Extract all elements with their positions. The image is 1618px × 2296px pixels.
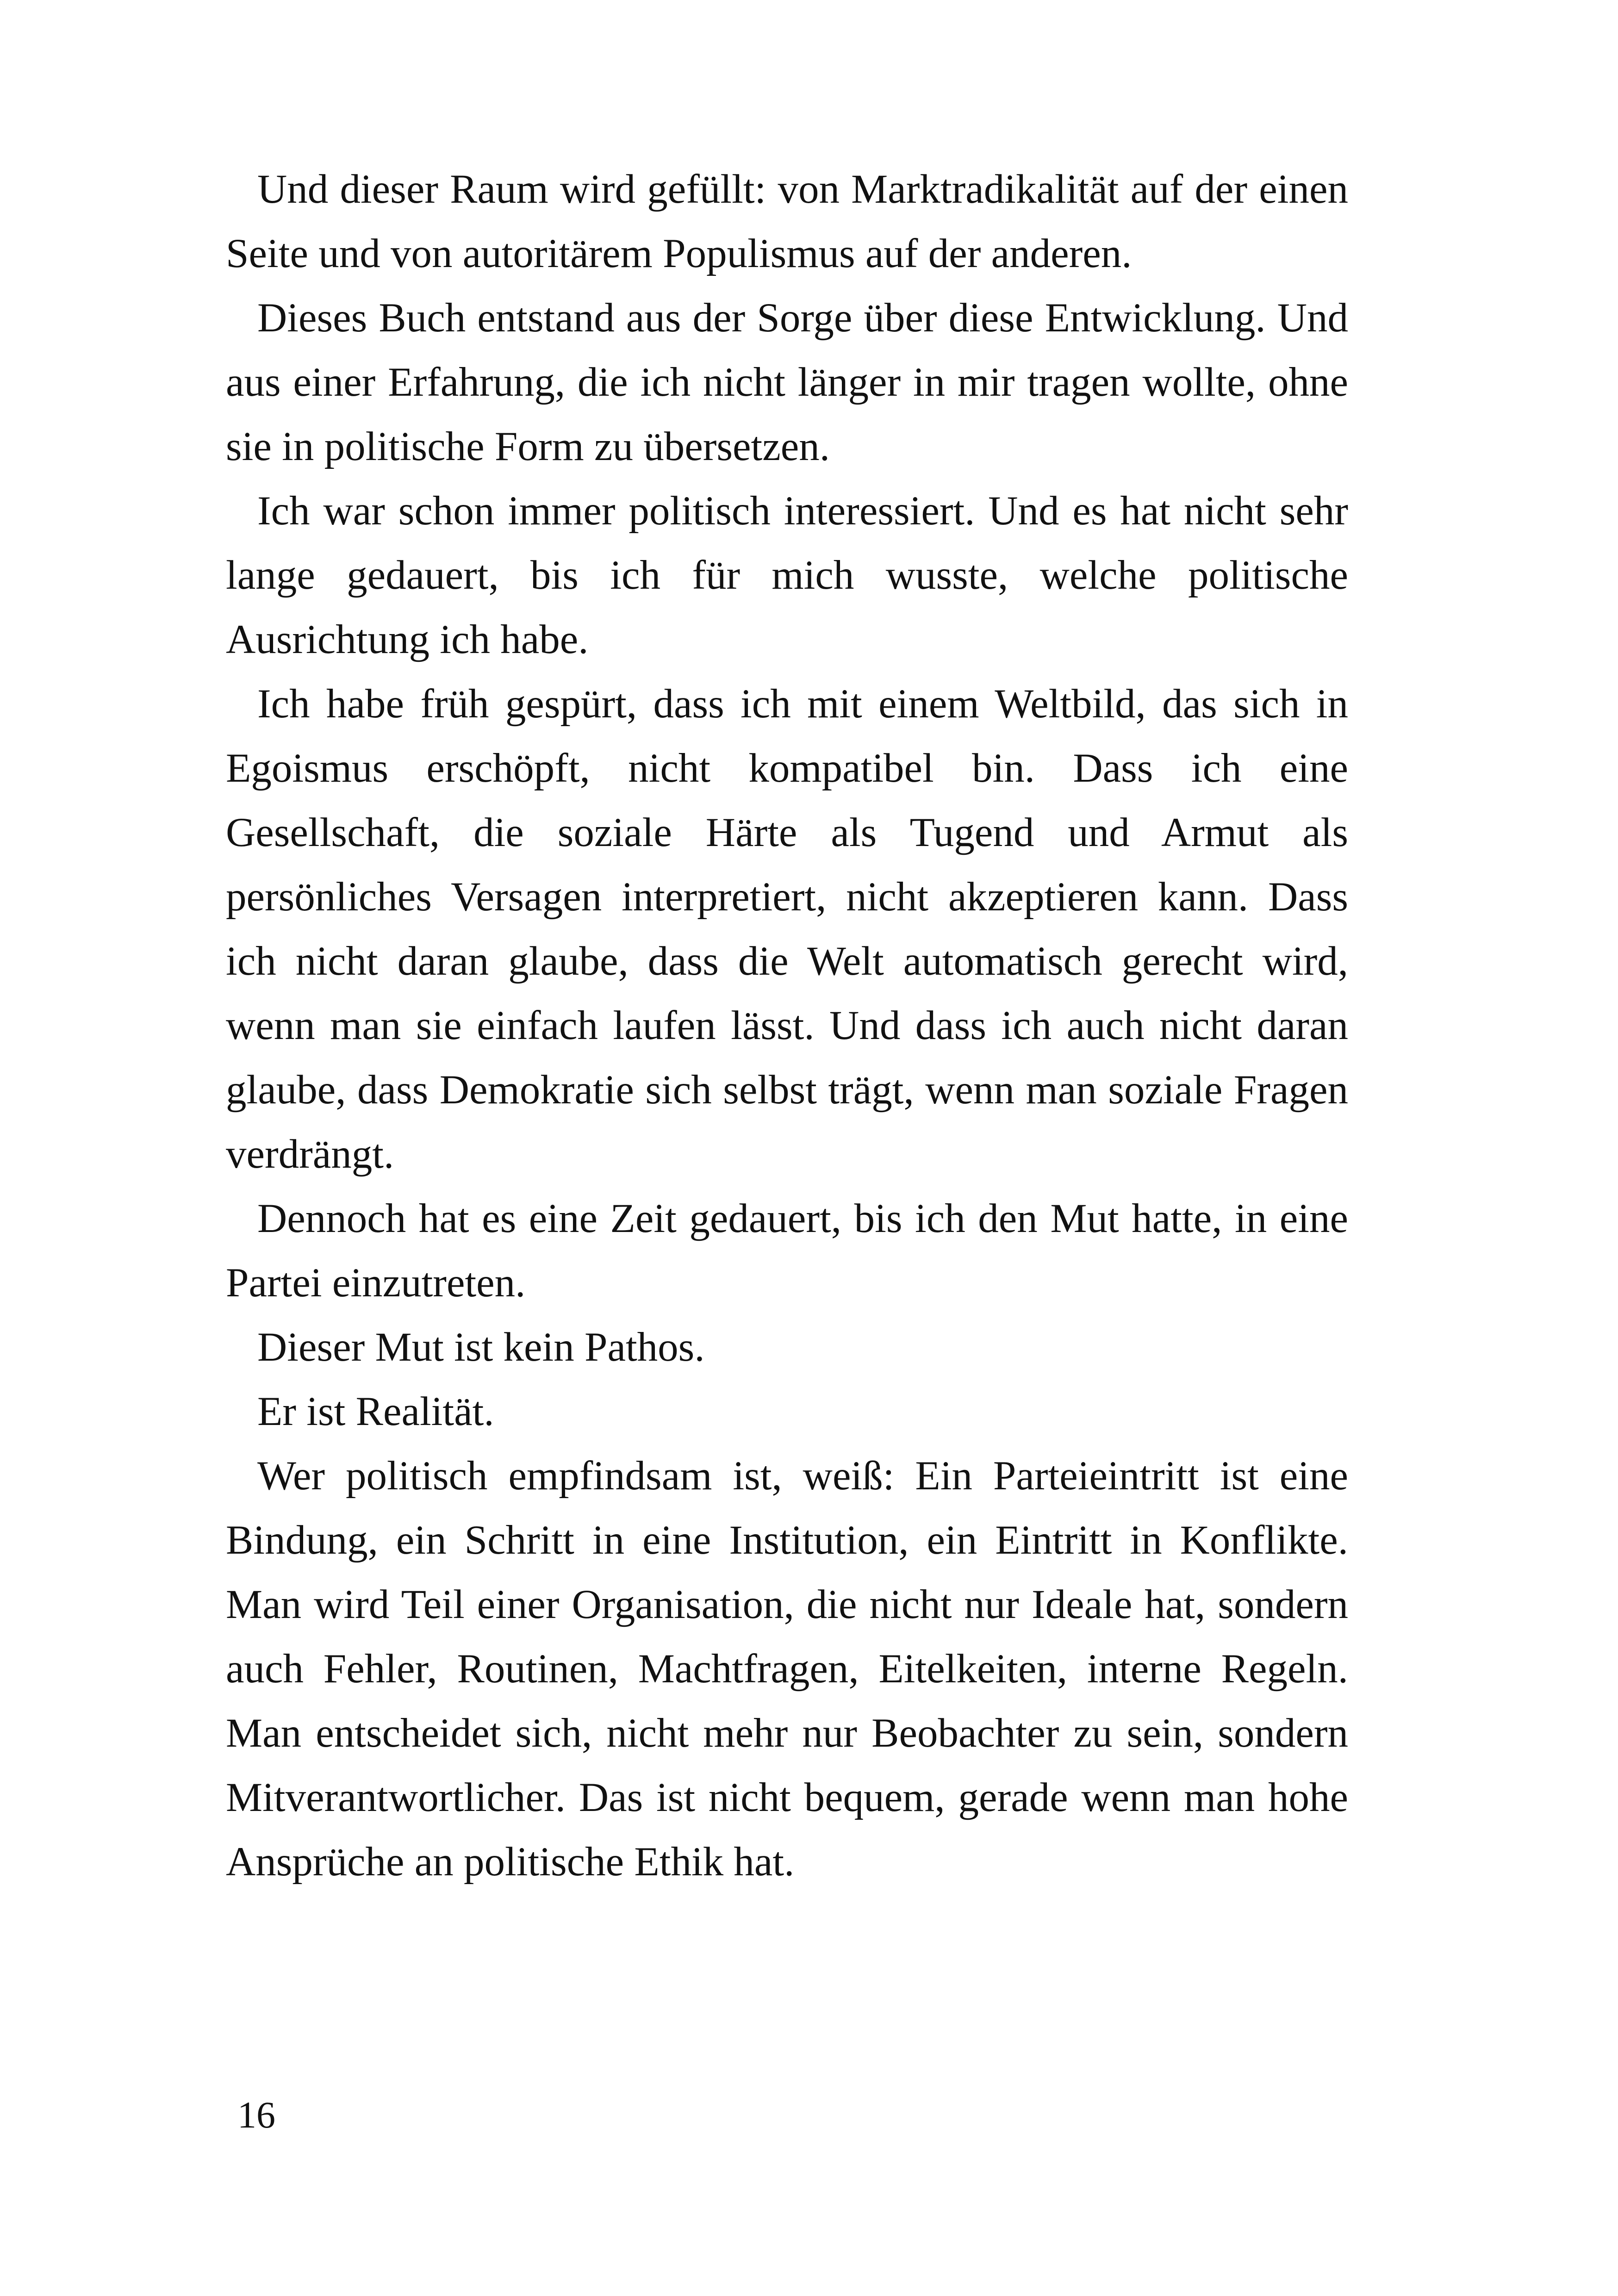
paragraph: Dieser Mut ist kein Pathos. bbox=[257, 1325, 705, 1370]
body-text bbox=[226, 157, 1348, 1894]
paragraph: Er ist Realität. bbox=[257, 1389, 494, 1434]
paragraph: Und dieser Raum wird gefüllt: von Marktradikalität auf der einen Seite und von autoritärem Populismus auf der anderen. bbox=[226, 167, 1348, 276]
paragraph: Ich war schon immer politisch interessiert. Und es hat nicht sehr lange gedauert, bis ich für mich wusste, welche politische Ausrichtung ich habe. bbox=[226, 488, 1348, 662]
paragraph: Wer politisch empfindsam ist, weiß: Ein Parteieintritt ist eine Bindung, ein Schritt in eine Institution, ein Eintritt in Konflikte. Man wird Teil einer Organisation, die nicht nur Ideale hat, sondern auch Fehler, Routinen, Machtfragen, Eitelkeiten, interne Regeln. Man entscheidet sich, nicht mehr nur Beobachter zu sein, sondern Mitverantwortlicher. Das ist nicht bequem, gerade wenn man hohe Ansprüche an politische Ethik hat. bbox=[226, 1453, 1348, 1885]
paragraph: Dennoch hat es eine Zeit gedauert, bis ich den Mut hatte, in eine Partei einzutreten. bbox=[226, 1196, 1348, 1306]
page-number: 16 bbox=[237, 2094, 275, 2136]
paragraph: Ich habe früh gespürt, dass ich mit einem Weltbild, das sich in Egoismus erschöpft, nicht kompatibel bin. Dass ich eine Gesellschaft, die soziale Härte als Tugend und Armut als persönliches Versagen interpretiert, nicht akzeptieren kann. Dass ich nicht daran glaube, dass die Welt automatisch gerecht wird, wenn man sie einfach laufen lässt. Und dass ich auch nicht daran glaube, dass Demokratie sich selbst trägt, wenn man soziale Fragen verdrängt. bbox=[226, 681, 1348, 1177]
paragraph: Dieses Buch entstand aus der Sorge über diese Entwicklung. Und aus einer Erfahrung, die ich nicht länger in mir tragen wollte, ohne sie in politische Form zu übersetzen. bbox=[226, 295, 1348, 469]
